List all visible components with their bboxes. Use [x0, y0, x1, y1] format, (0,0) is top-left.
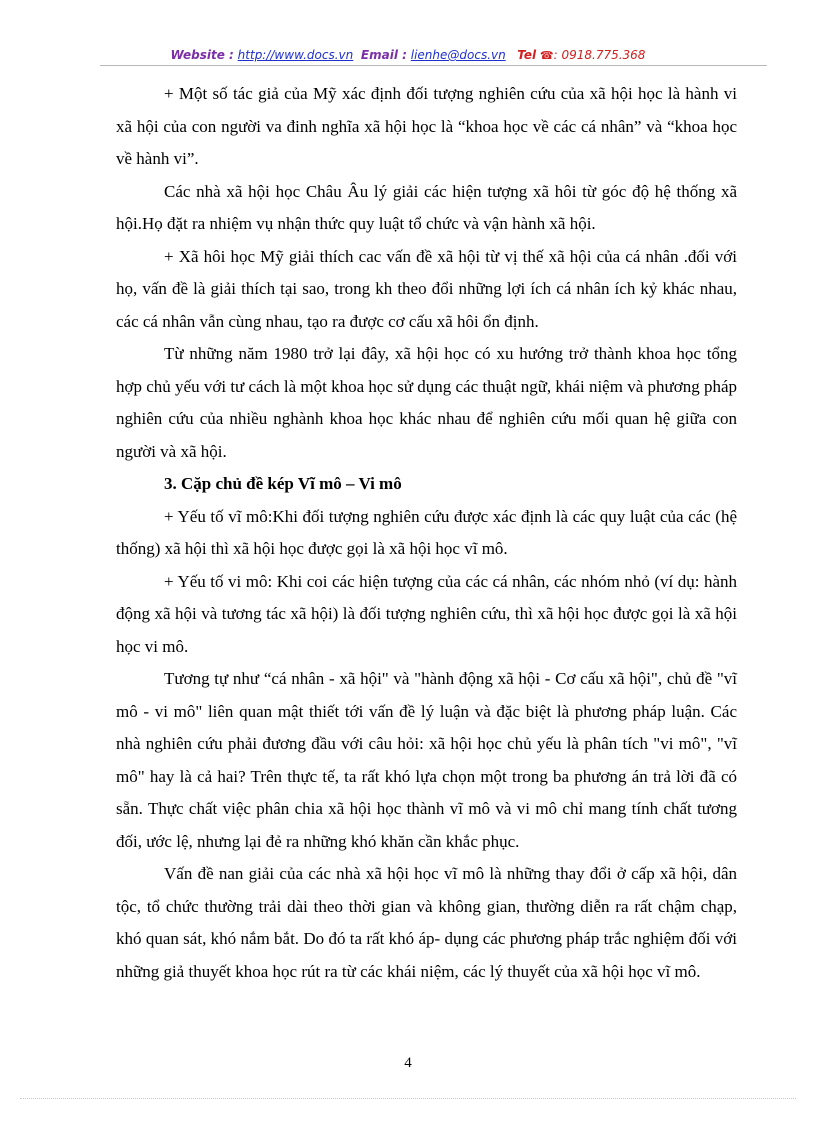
website-link[interactable]: http://www.docs.vn: [237, 48, 354, 62]
tel-label: Tel: [517, 48, 537, 62]
document-body: [116, 78, 737, 988]
page-header: [0, 47, 816, 64]
paragraph: + Xã hôi học Mỹ giải thích cac vấn đề xã hội từ vị thế xã hội của cá nhân .đối với họ, vấn đề là giải thích tại sao, trong kh theo đổi những lợi ích cá nhân ích kỷ khác nhau, các cá nhân vẫn cùng nhau, tạo ra được cơ cấu xã hôi ổn định.: [116, 246, 737, 331]
paragraph: + Một số tác giả của Mỹ xác định đối tượng nghiên cứu của xã hội học là hành vi xã hội của con người va đinh nghĩa xã hội học là “khoa học về các cá nhân” và “khoa học về hành vi”.: [116, 84, 737, 168]
email-label: Email :: [360, 48, 407, 62]
website-label: Website :: [170, 48, 234, 62]
paragraph: + Yếu tố vĩ mô:Khi đối tượng nghiên cứu được xác định là các quy luật của các (hệ thống) xã hội thì xã hội học được gọi là xã hội học vĩ mô.: [116, 506, 737, 558]
paragraph: Tương tự như “cá nhân - xã hội" và "hành động xã hội - Cơ cấu xã hội", chủ đề "vĩ mô - vi mô" liên quan mật thiết tới vấn đề lý luận và đặc biệt là phương pháp luận. Các nhà nghiên cứu phải đương đầu với câu hỏi: xã hội học chủ yếu là phân tích "vi mô", "vĩ mô" hay là cả hai? Trên thực tế, ta rất khó lựa chọn một trong ba phương án trả lời đã có sẵn. Thực chất việc phân chia xã hội học thành vĩ mô và vi mô chỉ mang tính chất tương đối, ước lệ, nhưng lại đẻ ra những khó khăn cần khắc phục.: [116, 669, 737, 851]
section-heading: 3. Cặp chủ đề kép Vĩ mô – Vi mô: [164, 474, 402, 493]
phone-number: : 0918.775.368: [553, 48, 646, 62]
page-number: 4: [404, 1055, 412, 1071]
paragraph: Từ những năm 1980 trở lại đây, xã hội học có xu hướng trở thành khoa học tổng hợp chủ yếu với tư cách là một khoa học sử dụng các thuật ngữ, khái niệm và phương pháp nghiên cứu của nhiều nghành khoa học khác nhau để nghiên cứu mối quan hệ giữa con người và xã hội.: [116, 344, 737, 461]
paragraph: Các nhà xã hội học Châu Âu lý giải các hiện tượng xã hôi từ góc độ hệ thống xã hội.Họ đặt ra nhiệm vụ nhận thức quy luật tổ chức và vận hành xã hội.: [116, 181, 737, 233]
telephone-icon: ☎: [539, 49, 554, 62]
header-divider: [100, 65, 767, 66]
paragraph: + Yếu tố vi mô: Khi coi các hiện tượng của các cá nhân, các nhóm nhỏ (ví dụ: hành động xã hội và tương tác xã hội) là đối tượng nghiên cứu, thì xã hội học được gọi là xã hội học vi mô.: [116, 571, 737, 656]
email-link[interactable]: lienhe@docs.vn: [410, 48, 506, 62]
footer-divider: [20, 1098, 796, 1099]
paragraph: Vấn đề nan giải của các nhà xã hội học vĩ mô là những thay đổi ở cấp xã hội, dân tộc, tổ chức thường trải dài theo thời gian và không gian, thường diễn ra rất chậm chạp, khó quan sát, khó nắm bắt. Do đó ta rất khó áp- dụng các phương pháp trắc nghiệm đối với những giả thuyết khoa học rút ra từ các khái niệm, các lý thuyết của xã hội học vĩ mô.: [116, 864, 737, 981]
